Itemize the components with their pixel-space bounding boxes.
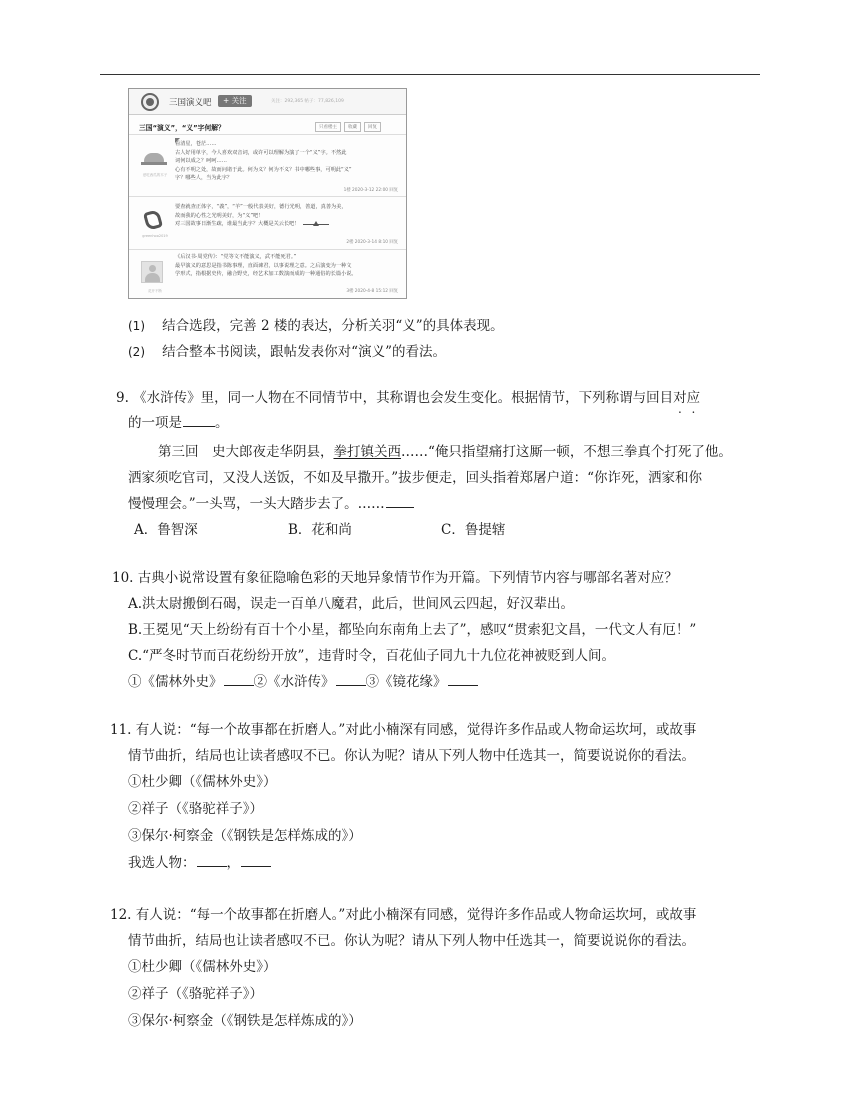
q9-stem-cont: 的一项是 。 [128, 415, 229, 431]
q8-sub-2: (2) 结合整本书阅读，跟帖发表你对“演义”的看法。 [128, 344, 446, 360]
q10-item-b: B.王冕见“天上纷纷有百十个小星，都坠向东南角上去了”，感叹“贯索犯文昌，一代文人有厄！” [128, 622, 697, 638]
q12-choice-3: ③保尔·柯察金（《钢铁是怎样炼成的》） [128, 1013, 362, 1029]
post-body: 看清星，苍茫…… 古人好用单字，今人喜欢双音词，或许可以理解为演了一个“义”字。不然此 词何以成之？呵呵…… 心有不明之处，故而问诸于此。何为义？何为不义？书中哪些事，可明此“义” 字？哪些人，当为此字？ [175, 141, 352, 182]
q11-stem: 11. 有人说：“每一个故事都在折磨人。”对此小楠深有同感，觉得许多作品或人物命运坎坷，或故事 [110, 722, 697, 738]
q9-passage: 洒家须吃官司，又没人送饭，不如及早撒开。”拔步便走，回头指着郑屠户道：“你诈死，洒家和你 [128, 470, 703, 486]
avatar [141, 261, 163, 283]
q9-passage: 慢慢理会。”一头骂，一头大踏步去了。…… [128, 492, 414, 512]
q9-option-a[interactable]: A．鲁智深 [134, 522, 198, 538]
q10-item-a: A.洪太尉搬倒石碣，误走一百单八魔君，此后，世间风云四起，好汉辈出。 [128, 596, 575, 612]
only-op-button: 只看楼主 [315, 122, 341, 132]
answer-blank[interactable] [336, 685, 366, 686]
post-username: 花开不断 [148, 289, 162, 293]
forum-logo-icon [141, 93, 159, 111]
forum-screenshot [128, 88, 407, 299]
q8-sub-1: (1) 结合选段，完善 2 楼的表达，分析关羽“义”的具体表现。 [128, 318, 504, 334]
q9-option-b[interactable]: B．花和尚 [288, 522, 352, 538]
q10-item-c: C.“严冬时节而百花纷纷开放”，违背时令，百花仙子同九十九位花神被贬到人间。 [128, 648, 615, 664]
forum-site-name: 三国演义吧 [169, 98, 212, 108]
favorite-button: 收藏 [344, 122, 361, 132]
header-rule [100, 74, 760, 75]
q12-choice-2: ②祥子（《骆驼祥子》） [128, 986, 263, 1002]
q9-option-c[interactable]: C．鲁提辖 [441, 522, 506, 538]
post-meta: 2楼 2020-3-14 8:10 回复 [346, 240, 398, 245]
q11-choice-1: ①杜少卿（《儒林外史》） [128, 774, 277, 790]
q12-stem-cont: 情节曲折，结局也让读者感叹不已。你认为呢？请从下列人物中任选其一，简要说说你的看法。 [128, 933, 695, 949]
answer-blank[interactable] [386, 507, 414, 508]
q9-stem: 9. 《水浒传》里，同一人物在不同情节中，其称谓也会发生变化。根据情节，下列称谓与回目对应 [116, 390, 701, 406]
forum-header [129, 89, 406, 115]
forum-divider [129, 196, 406, 197]
post-username: 爱吃西瓜的木子 [142, 173, 168, 177]
follow-button: + 关注 [218, 95, 252, 107]
reply-button: 回复 [364, 122, 381, 132]
q11-choice-2: ②祥子（《骆驼祥子》） [128, 801, 263, 817]
forum-divider [129, 249, 406, 250]
forum-stats: 关注：292,365 帖子：77,826,109 [271, 99, 344, 104]
answer-blank[interactable] [224, 685, 254, 686]
q11-stem-cont: 情节曲折，结局也让读者感叹不已。你认为呢？请从下列人物中任选其一，简要说说你的看法。 [128, 748, 695, 764]
fill-blank [303, 224, 329, 225]
post-meta: 1楼 2020-3-12 22:00 回复 [343, 188, 398, 193]
forum-post-buttons [315, 122, 384, 132]
forum-post-title: 三国“演义”，“义”字何解？ [139, 124, 225, 132]
q11-answer: 我选人物： ， [128, 851, 271, 871]
post-meta: 3楼 2020-4-8 15:12 回复 [346, 289, 398, 294]
forum-divider [129, 134, 406, 135]
avatar [139, 207, 169, 237]
caret-up-icon [313, 221, 319, 226]
answer-blank[interactable] [448, 685, 478, 686]
answer-blank[interactable] [241, 866, 271, 867]
answer-blank[interactable] [183, 426, 215, 427]
q12-stem: 12. 有人说：“每一个故事都在折磨人。”对此小楠深有同感，觉得许多作品或人物命运坎坷，或故事 [110, 907, 697, 923]
q10-match: ①《儒林外史》 ②《水浒传》 ③《镜花缘》 [128, 670, 478, 690]
q12-choice-1: ①杜少卿（《儒林外史》） [128, 959, 277, 975]
q10-stem: 10. 古典小说常设置有象征隐喻色彩的天地异象情节作为开篇。下列情节内容与哪部名著对应？ [112, 570, 678, 586]
answer-blank[interactable] [197, 866, 227, 867]
post-body: 要查就查正体字，“義”，“羊”一般代表美好，德行光明，善道，真善为美， 故而我的心性之光明美好，为“义”吧！ 对三国故事日渐生疏，谁最当此字？大概是关云长吧！ [175, 204, 347, 228]
q11-choice-3: ③保尔·柯察金（《钢铁是怎样炼成的》） [128, 828, 362, 844]
post-body: 《后汉书·周党传》：“党等文不能演义，武不能死君。” 最早演义的意思是指书陈事理，直面谏君，以事说理之意。之后演变为一种文 学形式，指根据史传，融合野史，经艺术加工数演而成的一种通俗的长篇小说。 [175, 254, 357, 278]
post-username: greenhoo2019 [142, 234, 168, 238]
q9-passage: 第三回 史大郎夜走华阴县，拳打镇关西……“俺只指望痛打这厮一顿，不想三拳真个打死了他。 [158, 444, 732, 460]
